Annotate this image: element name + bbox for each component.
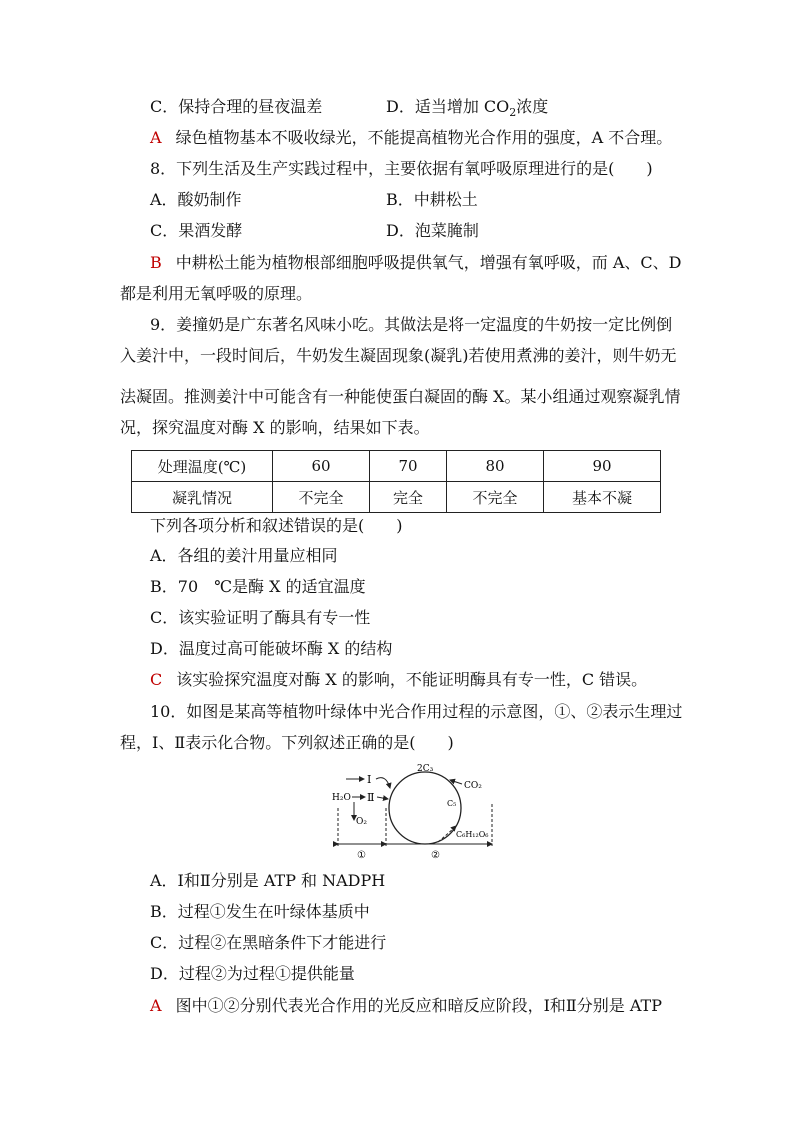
q10-stem-line2: 程，Ⅰ、Ⅱ表示化合物。下列叙述正确的是( ) (120, 733, 454, 752)
q10-option-a: A．Ⅰ和Ⅱ分别是 ATP 和 NADPH (150, 871, 386, 890)
q10-answer-explanation: A 图中①②分别代表光合作用的光反应和暗反应阶段，Ⅰ和Ⅱ分别是 ATP (150, 996, 662, 1015)
q9-option-b: B．70 ℃是酶 X 的适宜温度 (150, 577, 366, 596)
q7-answer: A (150, 128, 162, 147)
o2-label: O₂ (356, 817, 367, 827)
q10-option-b: B．过程①发生在叶绿体基质中 (150, 902, 370, 921)
q10-answer: A (150, 996, 162, 1015)
compound-ii-label: Ⅱ (367, 791, 375, 804)
q8-explanation-cont: 都是利用无氧呼吸的原理。 (120, 284, 313, 303)
q8-answer-explanation: B 中耕松土能为植物根部细胞呼吸提供氧气，增强有氧呼吸，而 A、C、D (150, 253, 682, 272)
q9-answer-explanation: C 该实验探究温度对酶 X 的影响，不能证明酶具有专一性，C 错误。 (150, 670, 648, 689)
q9-stem-line3: 法凝固。推测姜汁中可能含有一种能使蛋白凝固的酶 X。某小组通过观察凝乳情 (120, 387, 681, 406)
q9-option-d: D．温度过高可能破坏酶 X 的结构 (150, 639, 393, 658)
ii-to-cycle-arrow (377, 797, 388, 799)
c5-label: C₅ (447, 799, 457, 808)
table-row (132, 451, 661, 482)
q8-option-d: D．泡菜腌制 (386, 221, 479, 240)
photosynthesis-diagram (320, 762, 510, 862)
table-cell: 完全 (370, 482, 447, 513)
q8-option-c: C．果酒发酵 (150, 221, 243, 240)
compound-i-label: Ⅰ (367, 773, 372, 786)
table-row (132, 482, 661, 513)
q10-option-d: D．过程②为过程①提供能量 (150, 964, 355, 983)
q8-stem: 8．下列生活及生产实践过程中，主要依据有氧呼吸原理进行的是( ) (150, 159, 653, 178)
q9-question: 下列各项分析和叙述错误的是( ) (150, 516, 403, 535)
q9-option-c: C．该实验证明了酶具有专一性 (150, 608, 371, 627)
h2o-label: H₂O (332, 793, 351, 803)
table-cell: 90 (544, 451, 661, 482)
table-cell: 不完全 (447, 482, 544, 513)
table-cell: 80 (447, 451, 544, 482)
table-cell: 基本不凝 (544, 482, 661, 513)
table-cell: 处理温度(℃) (132, 451, 273, 482)
q10-stem-line1: 10．如图是某高等植物叶绿体中光合作用过程的示意图，①、②表示生理过 (150, 702, 683, 721)
q7-option-c: C．保持合理的昼夜温差 (150, 97, 323, 116)
glucose-dashed-arrow (438, 826, 456, 842)
glucose-label: C₆H₁₂O₆ (456, 830, 489, 839)
c3-label: 2C₃ (417, 764, 434, 774)
q9-stem-line2: 入姜汁中，一段时间后，牛奶发生凝固现象(凝乳)若使用煮沸的姜汁，则牛奶无 (120, 346, 677, 365)
i-to-cycle-arrow (376, 778, 390, 788)
q9-results-table (131, 450, 661, 513)
calvin-cycle-circle (389, 772, 461, 844)
q8-option-a: A．酸奶制作 (150, 190, 242, 209)
q7-answer-explanation: A 绿色植物基本不吸收绿光，不能提高植物光合作用的强度，A 不合理。 (150, 128, 673, 147)
table-cell: 不完全 (273, 482, 370, 513)
table-cell: 60 (273, 451, 370, 482)
process-1-label: ① (357, 850, 366, 861)
q7-option-d: D．适当增加 $CO_2$浓度 (386, 97, 549, 120)
q9-stem-line4: 况，探究温度对酶 X 的影响，结果如下表。 (120, 418, 430, 437)
q8-option-b: B．中耕松土 (386, 190, 478, 209)
q9-stem-line1: 9．姜撞奶是广东著名风味小吃。其做法是将一定温度的牛奶按一定比例倒 (150, 315, 673, 334)
q8-answer: B (150, 253, 162, 272)
q9-answer: C (150, 670, 163, 689)
co2-label: CO₂ (464, 781, 482, 791)
table-cell: 凝乳情况 (132, 482, 273, 513)
q10-option-c: C．过程②在黑暗条件下才能进行 (150, 933, 387, 952)
process-2-label: ② (431, 850, 440, 861)
q9-option-a: A．各组的姜汁用量应相同 (150, 546, 338, 565)
table-cell: 70 (370, 451, 447, 482)
